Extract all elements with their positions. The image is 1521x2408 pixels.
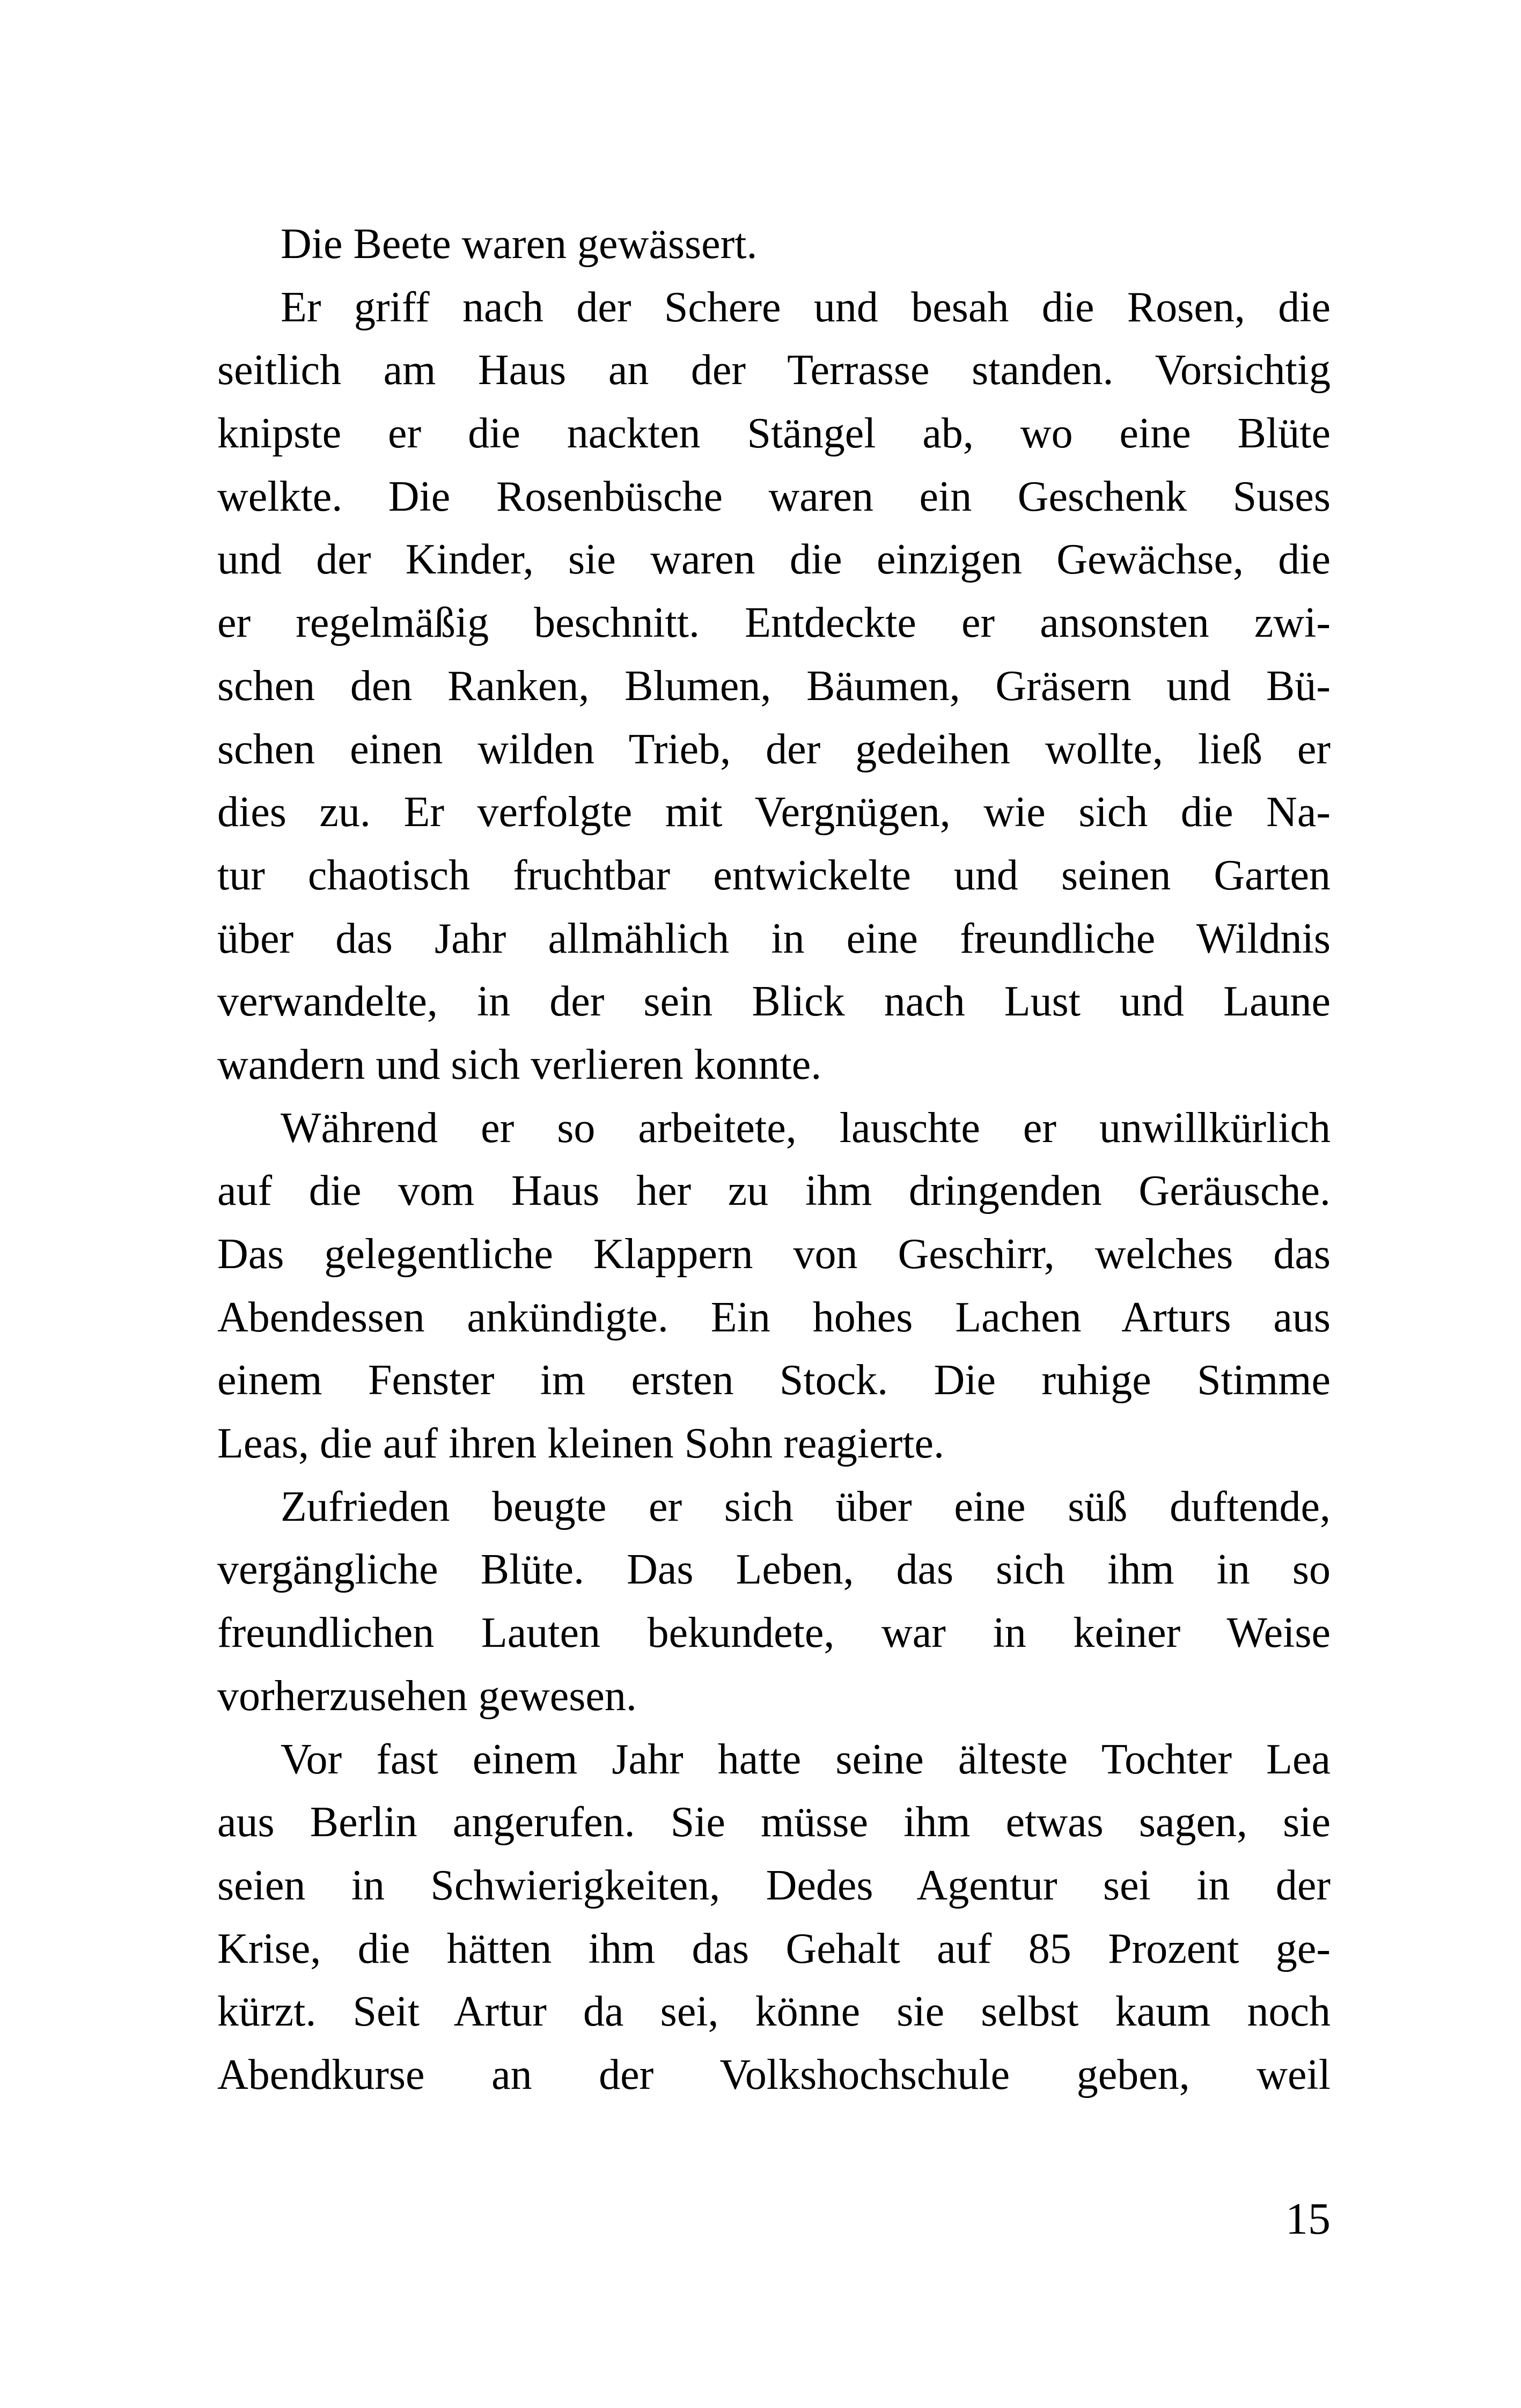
text-line: Die Beete waren gewässert. <box>281 220 758 268</box>
text-line: auf die vom Haus her zu ihm dringenden Geräusche. <box>217 1167 1331 1215</box>
text-line: Das gelegentliche Klappern von Geschirr, welches das <box>217 1231 1331 1278</box>
text-line: er regelmäßig beschnitt. Entdeckte er ansonsten zwi- <box>217 599 1331 647</box>
text-block <box>217 213 1331 2107</box>
text-line: dies zu. Er verfolgte mit Vergnügen, wie sich die Na- <box>217 789 1331 836</box>
text-line: welkte. Die Rosenbüsche waren ein Geschenk Suses <box>217 473 1331 520</box>
text-line: kürzt. Seit Artur da sei, könne sie selbst kaum noch <box>217 1988 1331 2036</box>
text-line: verwandelte, in der sein Blick nach Lust und Laune <box>217 978 1331 1026</box>
text-line: Er griff nach der Schere und besah die Rosen, die <box>281 283 1331 331</box>
text-line: schen einen wilden Trieb, der gedeihen wollte, ließ er <box>217 725 1331 773</box>
page-number: 15 <box>1285 2194 1331 2244</box>
text-line: über das Jahr allmählich in eine freundliche Wildnis <box>217 915 1331 962</box>
text-line: Zufrieden beugte er sich über eine süß duftende, <box>281 1483 1331 1530</box>
text-line: schen den Ranken, Blumen, Bäumen, Gräsern und Bü- <box>217 662 1331 710</box>
text-line: Krise, die hätten ihm das Gehalt auf 85 Prozent ge- <box>217 1925 1331 1972</box>
text-line: Während er so arbeitete, lauschte er unwillkürlich <box>281 1104 1331 1152</box>
text-line: seitlich am Haus an der Terrasse standen. Vorsichtig <box>217 347 1331 394</box>
text-line: vorherzusehen gewesen. <box>217 1672 637 1720</box>
text-line: aus Berlin angerufen. Sie müsse ihm etwas sagen, sie <box>217 1799 1331 1846</box>
text-line: vergängliche Blüte. Das Leben, das sich ihm in so <box>217 1546 1331 1594</box>
text-line: Leas, die auf ihren kleinen Sohn reagierte. <box>217 1420 944 1468</box>
text-line: und der Kinder, sie waren die einzigen Gewächse, die <box>217 536 1331 584</box>
text-line: knipste er die nackten Stängel ab, wo eine Blüte <box>217 410 1331 458</box>
text-line: Vor fast einem Jahr hatte seine älteste Tochter Lea <box>281 1735 1331 1783</box>
text-line: tur chaotisch fruchtbar entwickelte und seinen Garten <box>217 851 1331 899</box>
text-line: Abendkurse an der Volkshochschule geben, weil <box>217 2051 1331 2098</box>
text-line: seien in Schwierigkeiten, Dedes Agentur sei in der <box>217 1861 1331 1909</box>
text-line: Abendessen ankündigte. Ein hohes Lachen Arturs aus <box>217 1293 1331 1341</box>
text-line: freundlichen Lauten bekundete, war in keiner Weise <box>217 1609 1331 1657</box>
text-line: einem Fenster im ersten Stock. Die ruhige Stimme <box>217 1357 1331 1404</box>
text-line: wandern und sich verlieren konnte. <box>217 1041 822 1088</box>
